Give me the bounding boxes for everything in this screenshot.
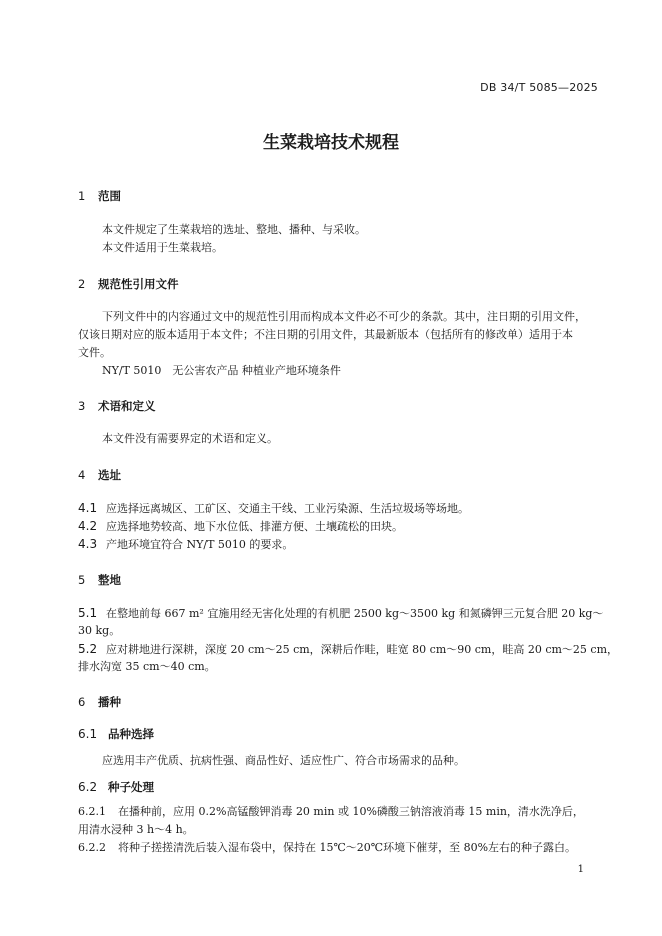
page-number: 1 — [577, 864, 584, 875]
clause-6-2-2-line-1 — [78, 839, 576, 857]
section-2-heading — [78, 276, 179, 292]
item-number: 4.2 — [78, 519, 98, 533]
section-1-paragraph-1: 本文件规定了生菜栽培的选址、整地、播种、与采收。 — [102, 223, 366, 236]
section-5-heading — [78, 572, 121, 588]
clause-5-2-line-2: 排水沟宽 35 cm～40 cm。 — [78, 660, 216, 673]
item-number: 5.1 — [78, 606, 98, 620]
section-number: 2 — [78, 277, 86, 291]
clause-6-2-1-line-2: 用清水浸种 3 h～4 h。 — [78, 823, 194, 836]
subsection-6-2-heading — [78, 779, 154, 795]
list-item — [78, 499, 469, 518]
clause-5-1-line-1 — [78, 604, 603, 623]
normative-reference: NY/T 5010 无公害农产品 种植业产地环境条件 — [102, 364, 341, 377]
subsection-title: 种子处理 — [108, 780, 154, 794]
clause-6-2-1-line-1 — [78, 803, 584, 821]
section-title: 整地 — [98, 573, 121, 587]
item-number: 4.3 — [78, 537, 98, 551]
subsection-6-1-heading — [78, 726, 154, 742]
item-number: 4.1 — [78, 501, 98, 515]
section-title: 选址 — [98, 468, 121, 482]
section-4-heading — [78, 467, 121, 483]
clause-5-1-line-2: 30 kg。 — [78, 624, 121, 637]
section-title: 范围 — [98, 189, 121, 203]
list-item — [78, 517, 403, 536]
section-number: 6 — [78, 695, 86, 709]
section-title: 规范性引用文件 — [98, 277, 179, 291]
item-number: 6.2.1 — [78, 805, 106, 818]
item-text: 应对耕地进行深耕，深度 20 cm～25 cm，深耕后作畦，畦宽 80 cm～90 cm，畦高 20 cm～25 cm， — [106, 643, 618, 656]
subsection-number: 6.1 — [78, 727, 98, 741]
item-text: 将种子搓搓清洗后装入湿布袋中，保持在 15℃～20℃环境下催芽，至 80%左右的种子露白。 — [118, 841, 577, 854]
section-3-paragraph: 本文件没有需要界定的术语和定义。 — [102, 432, 278, 445]
document-code: DB 34/T 5085—2025 — [480, 81, 598, 94]
clause-5-2-line-1 — [78, 640, 618, 659]
item-text: 产地环境宜符合 NY/T 5010 的要求。 — [106, 538, 294, 551]
list-item — [78, 535, 293, 554]
section-2-paragraph-line-3: 文件。 — [78, 346, 111, 359]
item-text: 在播种前，应用 0.2%高锰酸钾消毒 20 min 或 10%磷酸三钠溶液消毒 15 min，清水洗净后， — [118, 805, 584, 818]
item-text: 在整地前每 667 m² 宜施用经无害化处理的有机肥 2500 kg～3500 kg 和氮磷钾三元复合肥 20 kg～ — [106, 607, 604, 620]
section-number: 5 — [78, 573, 86, 587]
section-number: 3 — [78, 399, 86, 413]
section-1-heading — [78, 188, 121, 204]
section-number: 1 — [78, 189, 86, 203]
section-number: 4 — [78, 468, 86, 482]
item-text: 应选择远离城区、工矿区、交通主干线、工业污染源、生活垃圾场等场地。 — [106, 502, 469, 515]
subsection-6-1-paragraph: 应选用丰产优质、抗病性强、商品性好、适应性广、符合市场需求的品种。 — [102, 754, 465, 767]
document-title: 生菜栽培技术规程 — [263, 133, 399, 153]
section-2-paragraph-line-2: 仅该日期对应的版本适用于本文件；不注日期的引用文件，其最新版本（包括所有的修改单）适用于本 — [78, 328, 573, 341]
section-2-paragraph-line-1: 下列文件中的内容通过文中的规范性引用而构成本文件必不可少的条款。其中，注日期的引用文件， — [102, 310, 586, 323]
item-number: 6.2.2 — [78, 841, 106, 854]
section-title: 播种 — [98, 695, 121, 709]
item-text: 应选择地势较高、地下水位低、排灌方便、土壤疏松的田块。 — [106, 520, 403, 533]
section-6-heading — [78, 694, 121, 710]
subsection-number: 6.2 — [78, 780, 98, 794]
section-3-heading — [78, 398, 156, 414]
subsection-title: 品种选择 — [108, 727, 154, 741]
section-1-paragraph-2: 本文件适用于生菜栽培。 — [102, 241, 223, 254]
item-number: 5.2 — [78, 642, 98, 656]
section-title: 术语和定义 — [98, 399, 156, 413]
